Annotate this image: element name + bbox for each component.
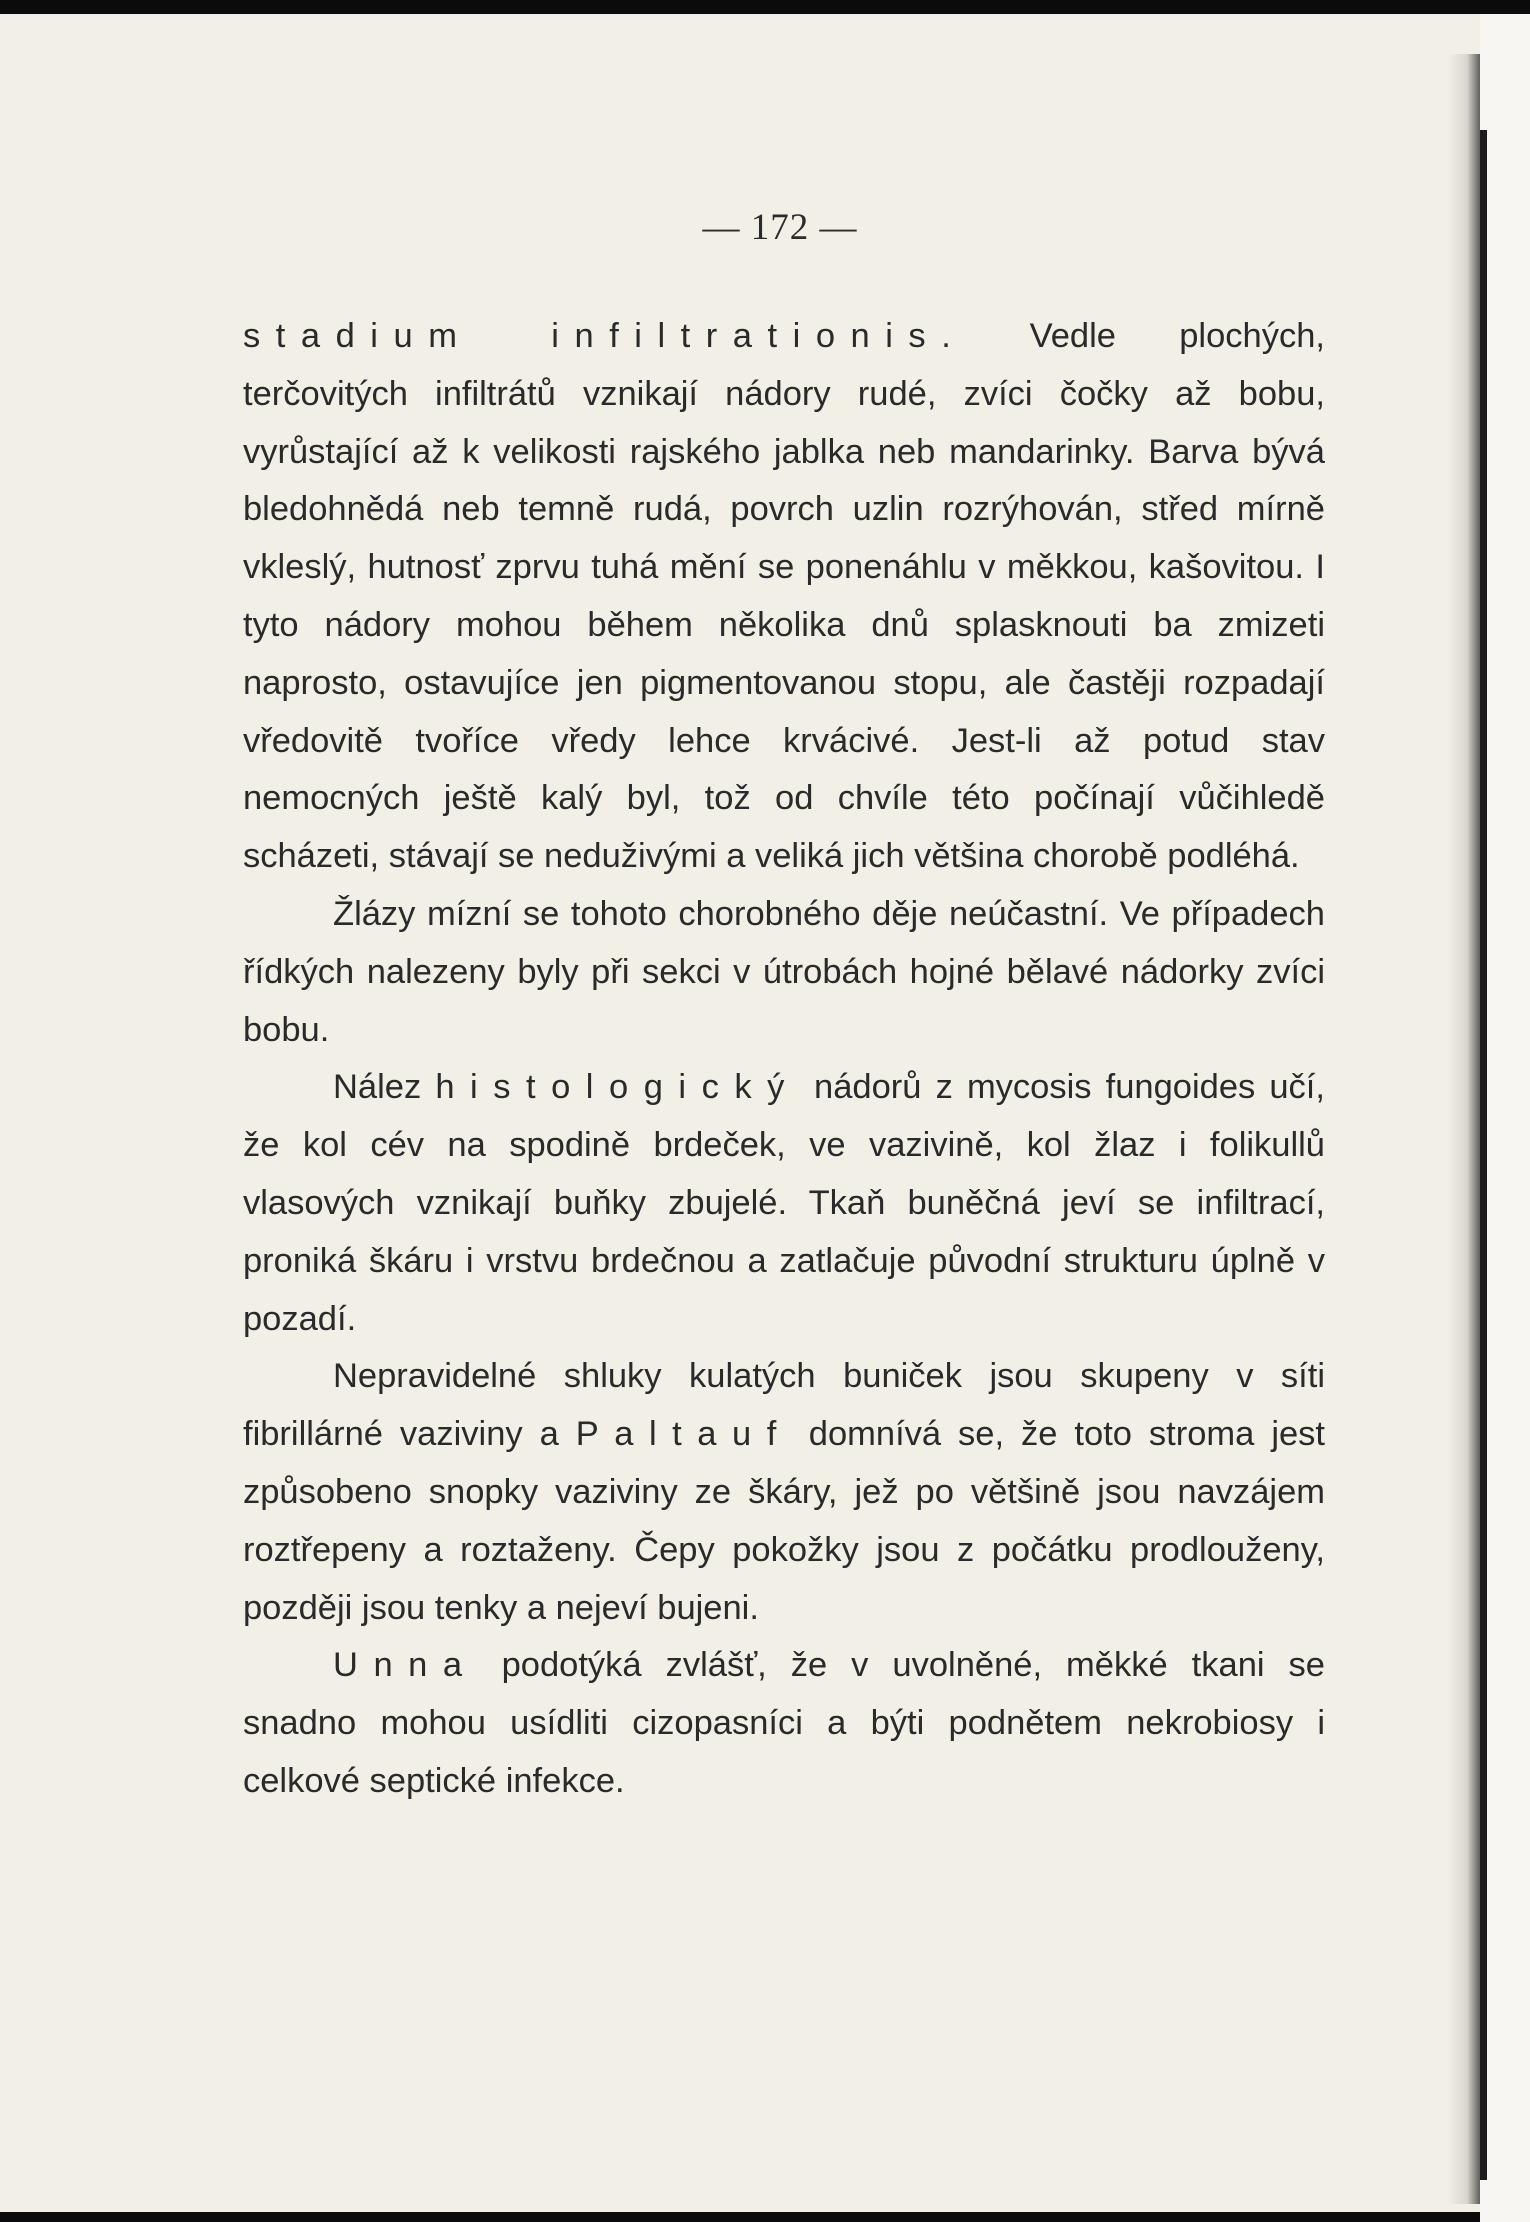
spaced-term: Paltauf [575, 1415, 792, 1454]
paragraph-text: domnívá se, že toto stroma jest způsobeno snopky vaziviny ze škáry, jež po většině jsou navzájem roztřepeny a roztaženy. Čepy pokožky jsou z počátku prodlouženy, později jsou tenky a nejeví bujeni. [243, 1415, 1325, 1627]
page-edge-line [1480, 130, 1487, 2180]
paragraph-text: Nepravidelné shluky kulatých buniček jsou skupeny v síti fibrillárné vaziviny a [243, 1357, 1325, 1454]
page-gutter-shadow [1448, 54, 1480, 2204]
paragraph-text: Nález [333, 1068, 436, 1107]
paragraph [243, 1637, 1325, 1810]
text-body [243, 308, 1325, 1811]
spaced-term: histologický [435, 1068, 800, 1107]
paragraph [243, 1348, 1325, 1637]
paragraph [243, 308, 1325, 886]
paragraph-text: Vedle plochých, terčovitých infiltrátů vznikají nádory rudé, zvíci čočky až bobu, vyrůstající až k velikosti rajského jablka neb mandarinky. Barva bývá bledohnědá neb temně rudá, povrch uzlin rozrýhován, střed mírně vkleslý, hutnosť zprvu tuhá mění se ponenáhlu v měkkou, kašovitou. I tyto nádory mohou během několika dnů splasknouti ba zmizeti naprosto, ostavujíce jen pigmentovanou stopu, ale častěji rozpadají vředovitě tvoříce vředy lehce krvácivé. Jest-li až potud stav nemocných ještě kalý byl, tož od chvíle této počínají vůčihledě scházeti, stávají se neduživými a veliká jich většina chorobě podléhá. [243, 317, 1325, 876]
paragraph [243, 886, 1325, 1059]
page-number: — 172 — [702, 207, 858, 248]
paragraph-text: Žlázy mízní se tohoto chorobného děje neúčastní. Ve případech řídkých nalezeny byly při sekci v útrobách hojné bělavé nádorky zvíci bobu. [243, 894, 1325, 1049]
spaced-term: stadium infiltrationis. [243, 317, 967, 355]
spaced-term: Unna [333, 1646, 478, 1685]
paragraph-text: podotýká zvlášť, že v uvolněné, měkké tkani se snadno mohou usídliti cizopasníci a býti podnětem nekrobiosy i celkové septické infekce. [243, 1646, 1325, 1800]
paragraph-text: nádorů z mycosis fungoides učí, že kol cév na spodině brdeček, ve vazivině, kol žlaz i folikullů vlasových vznikají buňky zbujelé. Tkaň buněčná jeví se infiltrací, proniká škáru i vrstvu brdečnou a zatlačuje původní strukturu úplně v pozadí. [243, 1068, 1325, 1338]
paragraph [243, 1059, 1325, 1348]
book-page [0, 14, 1480, 2212]
page-edge [1480, 14, 1530, 2222]
